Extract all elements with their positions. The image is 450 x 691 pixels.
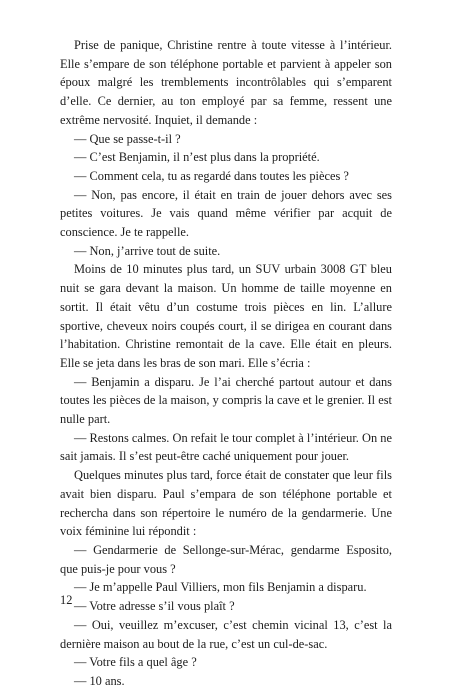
- dialogue-line: — Non, j’arrive tout de suite.: [74, 243, 221, 258]
- dialogue-line: — Votre fils a quel âge ?: [74, 655, 197, 670]
- dialogue-line: — Votre adresse s’il vous plaît ?: [74, 599, 235, 614]
- paragraph: Moins de 10 minutes plus tard, un SUV urbain 3008 GT bleu nuit se gara devant la maison. Un homme de taille moyenne en sortit. Il était vêtu d’un costume trois pièces en lin. L’allure sportive, cheveux noirs coupés court, il se dirigea en courant dans l’habitation. Christine remontait de la cave. Elle était en pleurs. Elle se jeta dans les bras de son mari. Elle s’écria :: [60, 262, 392, 370]
- dialogue-line: — Oui, veuillez m’excuser, c’est chemin vicinal 13, c’est la dernière maison au bout de la rue, c’est un cul-de-sac.: [60, 617, 392, 651]
- dialogue-line: — Je m’appelle Paul Villiers, mon fils Benjamin a disparu.: [74, 580, 367, 595]
- dialogue-line: — Comment cela, tu as regardé dans toutes les pièces ?: [74, 168, 349, 183]
- paragraph: Prise de panique, Christine rentre à toute vitesse à l’intérieur. Elle s’empare de son téléphone portable et parvient à appeler son époux malgré les tremblements incontrôlables qui s’emparent d’elle. Ce dernier, au ton employé par sa femme, ressent une extrême nervosité. Inquiet, il demande :: [60, 38, 392, 127]
- dialogue-line: — Non, pas encore, il était en train de jouer dehors avec ses petites voitures. Je vais quand même vérifier par acquit de conscience. Je te rappelle.: [60, 187, 392, 240]
- dialogue-line: — C’est Benjamin, il n’est plus dans la propriété.: [74, 150, 320, 165]
- dialogue-line: — Benjamin a disparu. Je l’ai cherché partout autour et dans toutes les pièces de la maison, y compris la cave et le grenier. Il est nulle part.: [60, 374, 392, 427]
- dialogue-line: — 10 ans.: [74, 673, 125, 688]
- paragraph: Quelques minutes plus tard, force était de constater que leur fils avait bien disparu. Paul s’empara de son téléphone portable et rechercha dans son répertoire le numéro de la gendarmerie. Une voix féminine lui répondit :: [60, 468, 392, 539]
- dialogue-line: — Restons calmes. On refait le tour complet à l’intérieur. On ne sait jamais. Il s’est peut-être caché uniquement pour jouer.: [60, 430, 392, 464]
- dialogue-line: — Que se passe-t-il ?: [74, 131, 181, 146]
- page-number: 12: [60, 593, 73, 607]
- body-text: [60, 36, 392, 691]
- dialogue-line: — Gendarmerie de Sellonge-sur-Mérac, gendarme Esposito, que puis-je pour vous ?: [60, 542, 392, 576]
